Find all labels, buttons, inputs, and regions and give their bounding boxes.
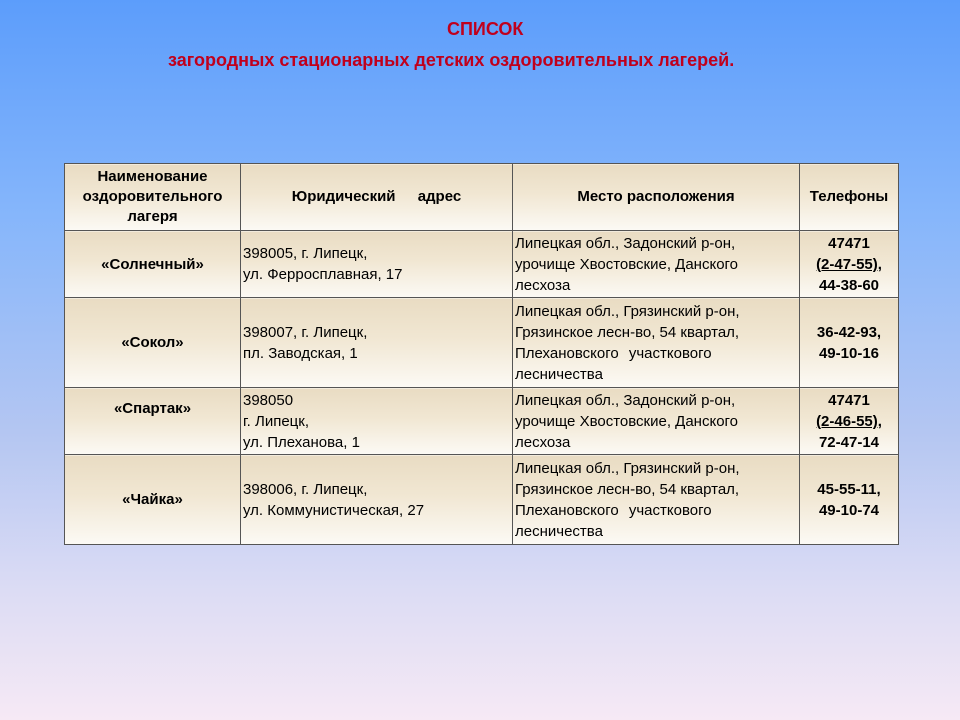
table-row	[65, 455, 899, 545]
camp-address: 398006, г. Липецк, ул. Коммунистическая, 27	[241, 455, 513, 545]
camp-location: Липецкая обл., Грязинский р-он, Грязинское лесн-во, 54 квартал, Плехановского участкового лесничества	[513, 298, 800, 388]
camp-phones: 47471 (2-47-55), 44-38-60	[800, 231, 899, 298]
camp-phones: 36-42-93, 49-10-16	[800, 298, 899, 388]
camp-name: «Спартак»	[65, 388, 241, 455]
camps-table	[64, 163, 899, 545]
table-row	[65, 298, 899, 388]
camp-name: «Солнечный»	[65, 231, 241, 298]
table-row	[65, 231, 899, 298]
table-header-row	[65, 164, 899, 231]
camp-address: 398050 г. Липецк, ул. Плеханова, 1	[241, 388, 513, 455]
header-name: Наименование оздоровительного лагеря	[65, 164, 241, 231]
camp-location: Липецкая обл., Задонский р-он, урочище Хвостовские, Данского лесхоза	[513, 388, 800, 455]
table-row	[65, 388, 899, 455]
header-phones: Телефоны	[800, 164, 899, 231]
header-address: Юридический адрес	[241, 164, 513, 231]
camp-name: «Чайка»	[65, 455, 241, 545]
camp-name: «Сокол»	[65, 298, 241, 388]
camp-address: 398005, г. Липецк, ул. Ферросплавная, 17	[241, 231, 513, 298]
header-location: Место расположения	[513, 164, 800, 231]
page-title: СПИСОК	[447, 19, 524, 39]
camp-location: Липецкая обл., Грязинский р-он, Грязинское лесн-во, 54 квартал, Плехановского участкового лесничества	[513, 455, 800, 545]
camp-address: 398007, г. Липецк, пл. Заводская, 1	[241, 298, 513, 388]
page-subtitle: загородных стационарных детских оздоровительных лагерей.	[168, 50, 735, 70]
camp-location: Липецкая обл., Задонский р-он, урочище Хвостовские, Данского лесхоза	[513, 231, 800, 298]
camp-phones: 45-55-11, 49-10-74	[800, 455, 899, 545]
camp-phones: 47471 (2-46-55), 72-47-14	[800, 388, 899, 455]
